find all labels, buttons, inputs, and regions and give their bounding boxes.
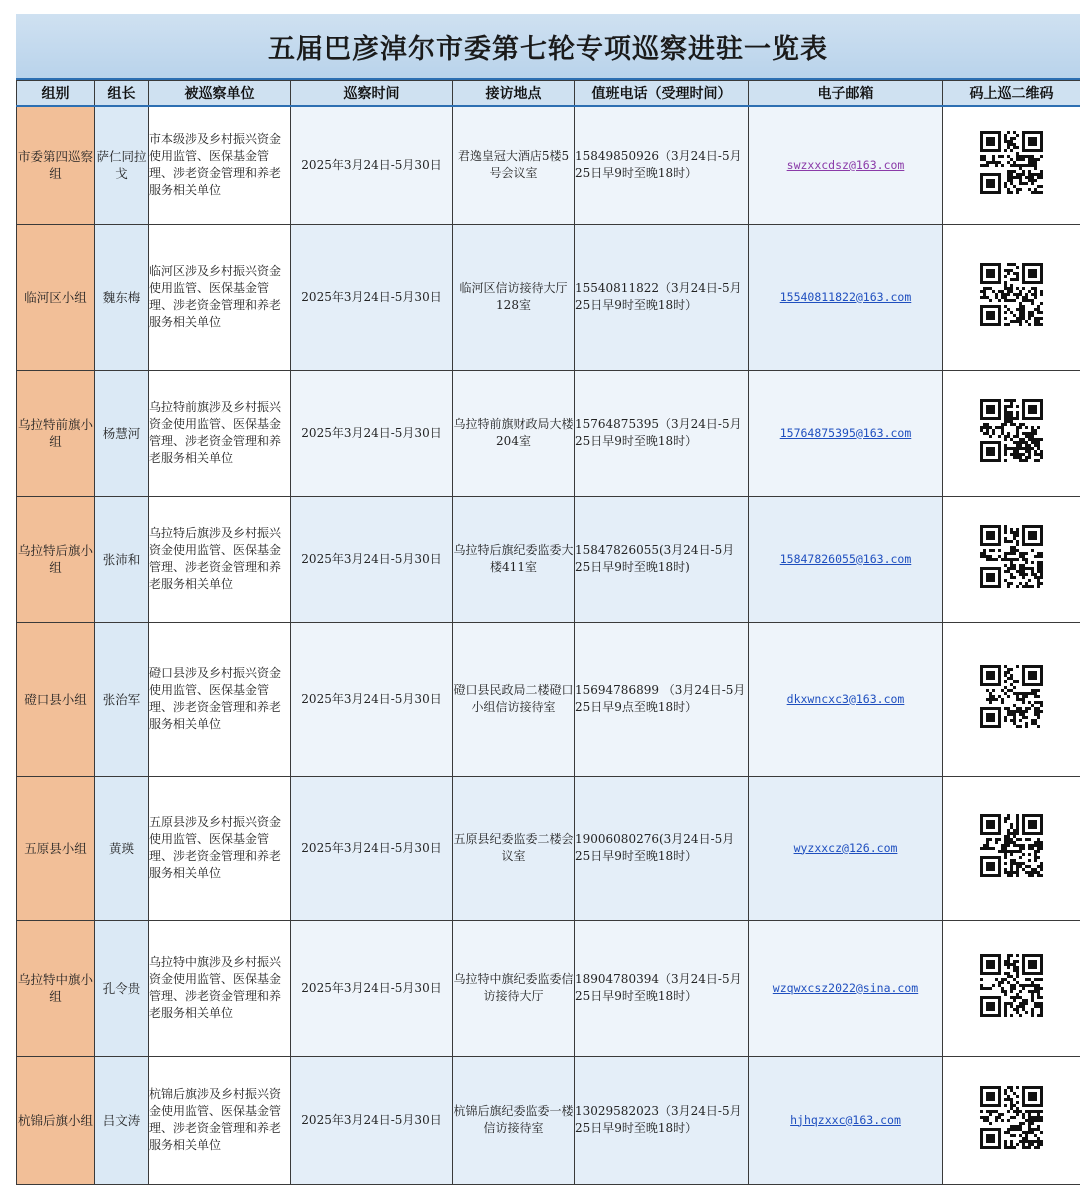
qr-cell xyxy=(943,370,1080,496)
leader-cell: 萨仁同拉戈 xyxy=(95,106,149,224)
qr-code-icon xyxy=(974,393,1049,468)
place-cell: 乌拉特前旗财政局大楼204室 xyxy=(453,370,575,496)
time-cell: 2025年3月24日-5月30日 xyxy=(291,776,453,920)
email-link[interactable]: dkxwncxc3@163.com xyxy=(787,692,905,706)
group-cell: 乌拉特中旗小组 xyxy=(17,920,95,1056)
unit-cell: 磴口县涉及乡村振兴资金使用监管、医保基金管理、涉老资金管理和养老服务相关单位 xyxy=(149,622,291,776)
table-row xyxy=(17,622,1080,776)
phone-cell: 15764875395（3月24日-5月25日早9时至晚18时） xyxy=(575,370,749,496)
email-cell xyxy=(749,920,943,1056)
page-title: 五届巴彦淖尔市委第七轮专项巡察进驻一览表 xyxy=(16,14,1080,80)
leader-cell: 杨慧河 xyxy=(95,370,149,496)
unit-cell: 乌拉特前旗涉及乡村振兴资金使用监管、医保基金管理、涉老资金管理和养老服务相关单位 xyxy=(149,370,291,496)
email-cell xyxy=(749,776,943,920)
unit-cell: 乌拉特中旗涉及乡村振兴资金使用监管、医保基金管理、涉老资金管理和养老服务相关单位 xyxy=(149,920,291,1056)
email-cell xyxy=(749,1056,943,1184)
email-link[interactable]: wzqwxcsz2022@sina.com xyxy=(773,981,918,995)
qr-cell xyxy=(943,106,1080,224)
phone-cell: 15849850926（3月24日-5月25日早9时至晚18时） xyxy=(575,106,749,224)
table-header-row xyxy=(17,81,1080,107)
time-cell: 2025年3月24日-5月30日 xyxy=(291,622,453,776)
place-cell: 乌拉特中旗纪委监委信访接待大厅 xyxy=(453,920,575,1056)
qr-code-icon xyxy=(974,1080,1049,1155)
email-link[interactable]: wyzxxcz@126.com xyxy=(794,841,898,855)
header-group: 组别 xyxy=(17,81,95,107)
place-cell: 临河区信访接待大厅128室 xyxy=(453,224,575,370)
header-phone: 值班电话（受理时间） xyxy=(575,81,749,107)
qr-code-icon xyxy=(974,808,1049,883)
time-cell: 2025年3月24日-5月30日 xyxy=(291,920,453,1056)
email-link[interactable]: swzxxcdsz@163.com xyxy=(787,158,905,172)
leader-cell: 张沛和 xyxy=(95,496,149,622)
email-link[interactable]: 15764875395@163.com xyxy=(780,426,912,440)
qr-cell xyxy=(943,496,1080,622)
table-row xyxy=(17,106,1080,224)
table-row xyxy=(17,920,1080,1056)
phone-cell: 15694786899 （3月24日-5月25日早9点至晚18时） xyxy=(575,622,749,776)
header-qr: 码上巡二维码 xyxy=(943,81,1080,107)
group-cell: 乌拉特后旗小组 xyxy=(17,496,95,622)
patrol-table xyxy=(16,80,1080,1185)
group-cell: 杭锦后旗小组 xyxy=(17,1056,95,1184)
leader-cell: 黄瑛 xyxy=(95,776,149,920)
qr-code-icon xyxy=(974,519,1049,594)
email-link[interactable]: hjhqzxxc@163.com xyxy=(790,1113,901,1127)
time-cell: 2025年3月24日-5月30日 xyxy=(291,224,453,370)
place-cell: 杭锦后旗纪委监委一楼信访接待室 xyxy=(453,1056,575,1184)
header-place: 接访地点 xyxy=(453,81,575,107)
email-cell xyxy=(749,496,943,622)
phone-cell: 15847826055(3月24日-5月25日早9时至晚18时) xyxy=(575,496,749,622)
group-cell: 五原县小组 xyxy=(17,776,95,920)
table-row xyxy=(17,776,1080,920)
unit-cell: 五原县涉及乡村振兴资金使用监管、医保基金管理、涉老资金管理和养老服务相关单位 xyxy=(149,776,291,920)
email-link[interactable]: 15540811822@163.com xyxy=(780,290,912,304)
header-time: 巡察时间 xyxy=(291,81,453,107)
qr-cell xyxy=(943,1056,1080,1184)
time-cell: 2025年3月24日-5月30日 xyxy=(291,106,453,224)
email-cell xyxy=(749,106,943,224)
header-leader: 组长 xyxy=(95,81,149,107)
group-cell: 磴口县小组 xyxy=(17,622,95,776)
qr-code-icon xyxy=(974,125,1049,200)
time-cell: 2025年3月24日-5月30日 xyxy=(291,496,453,622)
place-cell: 乌拉特后旗纪委监委大楼411室 xyxy=(453,496,575,622)
table-row xyxy=(17,224,1080,370)
leader-cell: 吕文涛 xyxy=(95,1056,149,1184)
header-email: 电子邮箱 xyxy=(749,81,943,107)
qr-cell xyxy=(943,622,1080,776)
phone-cell: 15540811822（3月24日-5月25日早9时至晚18时） xyxy=(575,224,749,370)
table-row xyxy=(17,496,1080,622)
phone-cell: 18904780394（3月24日-5月25日早9时至晚18时） xyxy=(575,920,749,1056)
qr-cell xyxy=(943,920,1080,1056)
unit-cell: 杭锦后旗涉及乡村振兴资金使用监管、医保基金管理、涉老资金管理和养老服务相关单位 xyxy=(149,1056,291,1184)
place-cell: 君逸皇冠大酒店5楼5号会议室 xyxy=(453,106,575,224)
qr-code-icon xyxy=(974,948,1049,1023)
group-cell: 乌拉特前旗小组 xyxy=(17,370,95,496)
group-cell: 市委第四巡察组 xyxy=(17,106,95,224)
email-cell xyxy=(749,224,943,370)
place-cell: 五原县纪委监委二楼会议室 xyxy=(453,776,575,920)
qr-code-icon xyxy=(974,257,1049,332)
email-link[interactable]: 15847826055@163.com xyxy=(780,552,912,566)
header-unit: 被巡察单位 xyxy=(149,81,291,107)
unit-cell: 乌拉特后旗涉及乡村振兴资金使用监管、医保基金管理、涉老资金管理和养老服务相关单位 xyxy=(149,496,291,622)
unit-cell: 临河区涉及乡村振兴资金使用监管、医保基金管理、涉老资金管理和养老服务相关单位 xyxy=(149,224,291,370)
phone-cell: 19006080276(3月24日-5月25日早9时至晚18时） xyxy=(575,776,749,920)
time-cell: 2025年3月24日-5月30日 xyxy=(291,370,453,496)
time-cell: 2025年3月24日-5月30日 xyxy=(291,1056,453,1184)
table-row xyxy=(17,370,1080,496)
qr-code-icon xyxy=(974,659,1049,734)
leader-cell: 魏东梅 xyxy=(95,224,149,370)
table-row xyxy=(17,1056,1080,1184)
leader-cell: 孔令贵 xyxy=(95,920,149,1056)
qr-cell xyxy=(943,776,1080,920)
place-cell: 磴口县民政局二楼磴口小组信访接待室 xyxy=(453,622,575,776)
email-cell xyxy=(749,622,943,776)
leader-cell: 张治军 xyxy=(95,622,149,776)
qr-cell xyxy=(943,224,1080,370)
unit-cell: 市本级涉及乡村振兴资金使用监管、医保基金管理、涉老资金管理和养老服务相关单位 xyxy=(149,106,291,224)
email-cell xyxy=(749,370,943,496)
phone-cell: 13029582023（3月24日-5月25日早9时至晚18时） xyxy=(575,1056,749,1184)
group-cell: 临河区小组 xyxy=(17,224,95,370)
